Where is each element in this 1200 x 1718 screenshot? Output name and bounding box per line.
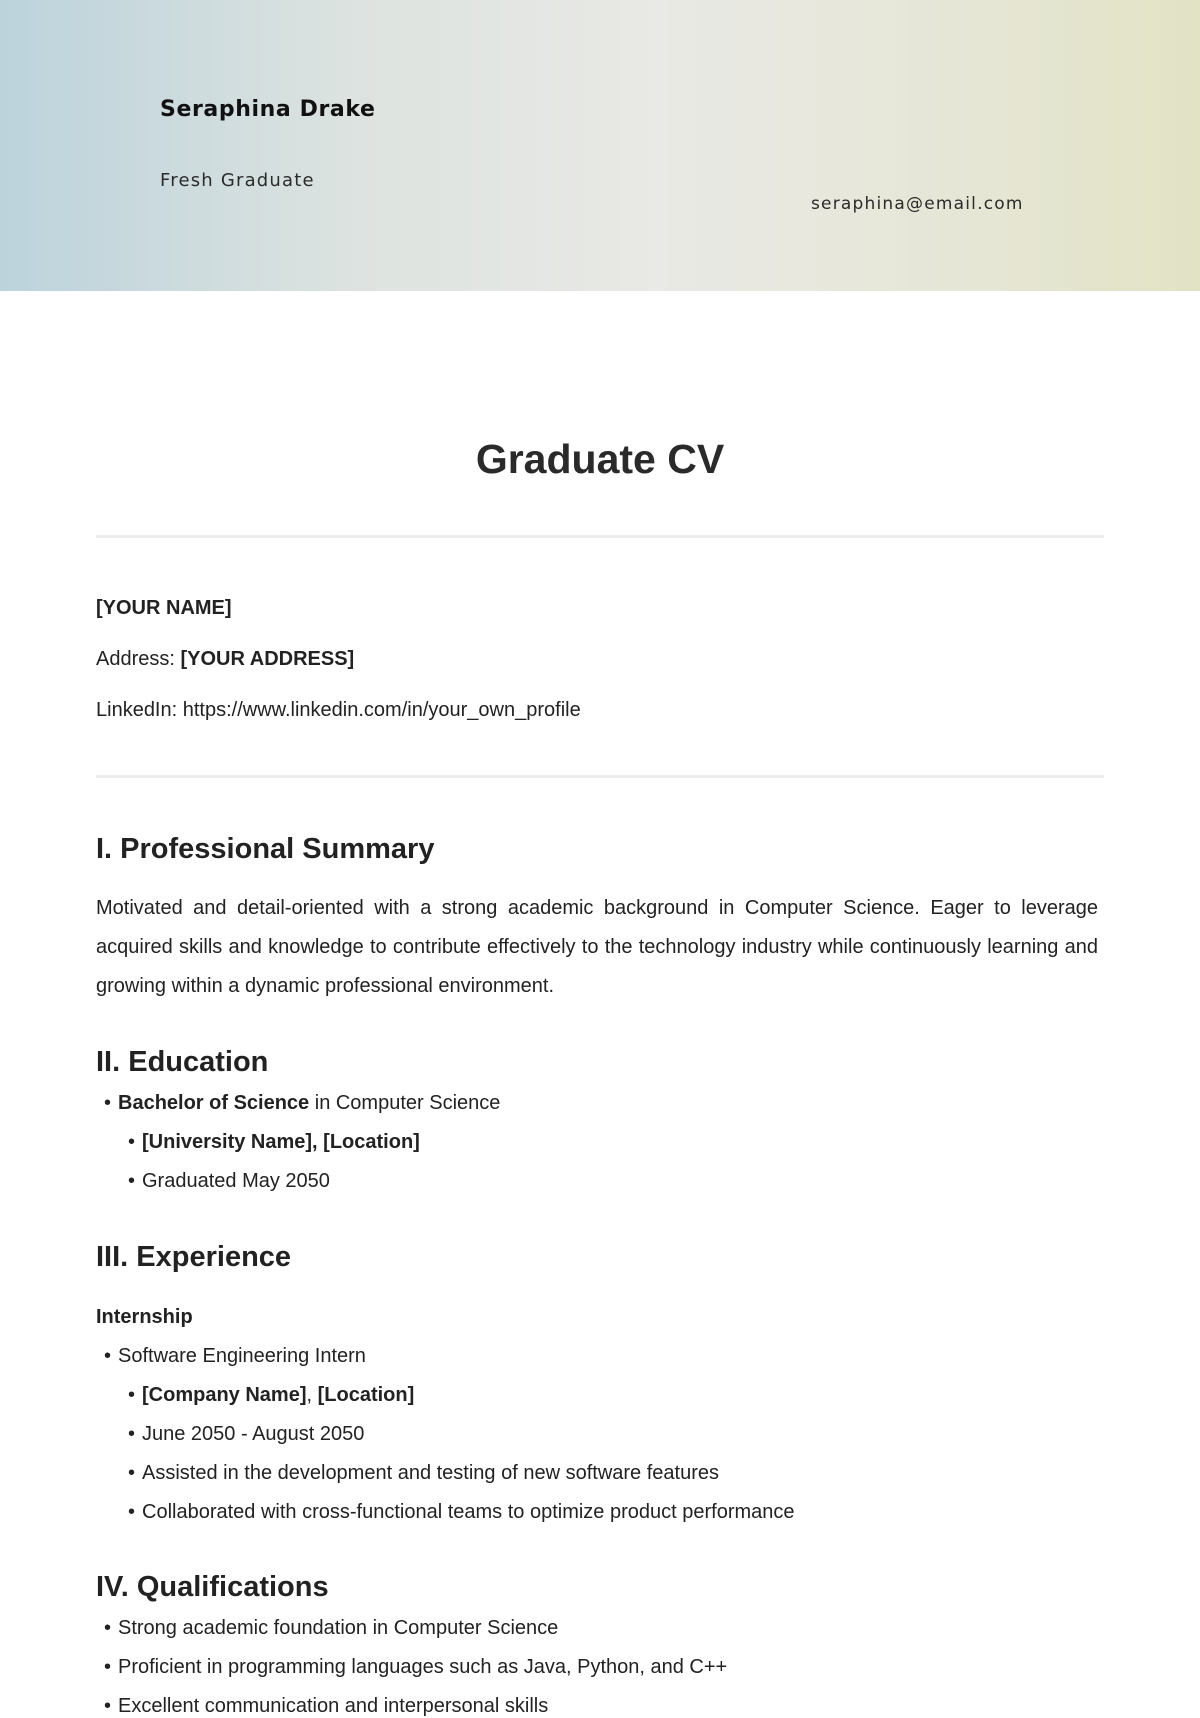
qualification-text: Strong academic foundation in Computer Science (118, 1617, 559, 1639)
address-value: [YOUR ADDRESS] (180, 648, 355, 670)
contact-name: [YOUR NAME] (96, 597, 232, 619)
university-text: [University Name], [Location] (142, 1131, 420, 1153)
qualifications-heading: IV. Qualifications (96, 1571, 329, 1603)
page-title: Graduate CV (475, 436, 725, 482)
education-graduated: • Graduated May 2050 (128, 1170, 330, 1192)
experience-company: • [Company Name], [Location] (128, 1384, 415, 1406)
header-email: seraphina@email.com (811, 194, 1024, 214)
degree-bold: Bachelor of Science (118, 1092, 310, 1114)
company-text: [Company Name] (142, 1384, 307, 1406)
role-text: Software Engineering Intern (118, 1345, 366, 1367)
experience-role: • Software Engineering Intern (104, 1345, 366, 1367)
summary-heading: I. Professional Summary (96, 833, 435, 865)
header-band (0, 0, 1200, 291)
degree-rest: in Computer Science (309, 1092, 501, 1114)
linkedin-value: https://www.linkedin.com/in/your_own_profile (182, 699, 581, 721)
qualification-text: Proficient in programming languages such as Java, Python, and C++ (118, 1656, 728, 1678)
qualification-item: • Excellent communication and interpersonal skills (104, 1695, 549, 1717)
experience-subheading: Internship (96, 1306, 193, 1328)
duty-text: Assisted in the development and testing of new software features (142, 1462, 720, 1484)
education-degree: • Bachelor of Science in Computer Science (104, 1092, 501, 1114)
contact-linkedin (96, 699, 581, 722)
duty-text: Collaborated with cross-functional teams to optimize product performance (142, 1501, 795, 1523)
education-heading: II. Education (96, 1046, 269, 1078)
graduated-text: Graduated May 2050 (142, 1170, 330, 1192)
dates-text: June 2050 - August 2050 (142, 1423, 365, 1445)
header-role: Fresh Graduate (160, 170, 315, 191)
qualification-item: • Proficient in programming languages such as Java, Python, and C++ (104, 1656, 728, 1678)
experience-duty: • Collaborated with cross-functional teams to optimize product performance (128, 1501, 795, 1523)
company-location: [Location] (317, 1384, 415, 1406)
divider-contact (96, 775, 1104, 778)
experience-duty: • Assisted in the development and testing of new software features (128, 1462, 720, 1484)
divider-top (96, 535, 1104, 538)
header-name: Seraphina Drake (160, 97, 376, 122)
qualification-item: • Strong academic foundation in Computer Science (104, 1617, 559, 1639)
company-sep: , (306, 1384, 318, 1406)
summary-text: Motivated and detail-oriented with a strong academic background in Computer Science. Eager to leverage acquired skills and knowledge to contribute effectively to the technology industry while continuously learning and growing within a dynamic professional environment. (96, 897, 1098, 997)
linkedin-label: LinkedIn: (96, 699, 178, 721)
education-university: • [University Name], [Location] (128, 1131, 420, 1153)
contact-address (96, 648, 354, 671)
address-label: Address: (96, 648, 175, 670)
qualification-text: Excellent communication and interpersonal skills (118, 1695, 549, 1717)
experience-heading: III. Experience (96, 1241, 292, 1273)
experience-dates: • June 2050 - August 2050 (128, 1423, 365, 1445)
